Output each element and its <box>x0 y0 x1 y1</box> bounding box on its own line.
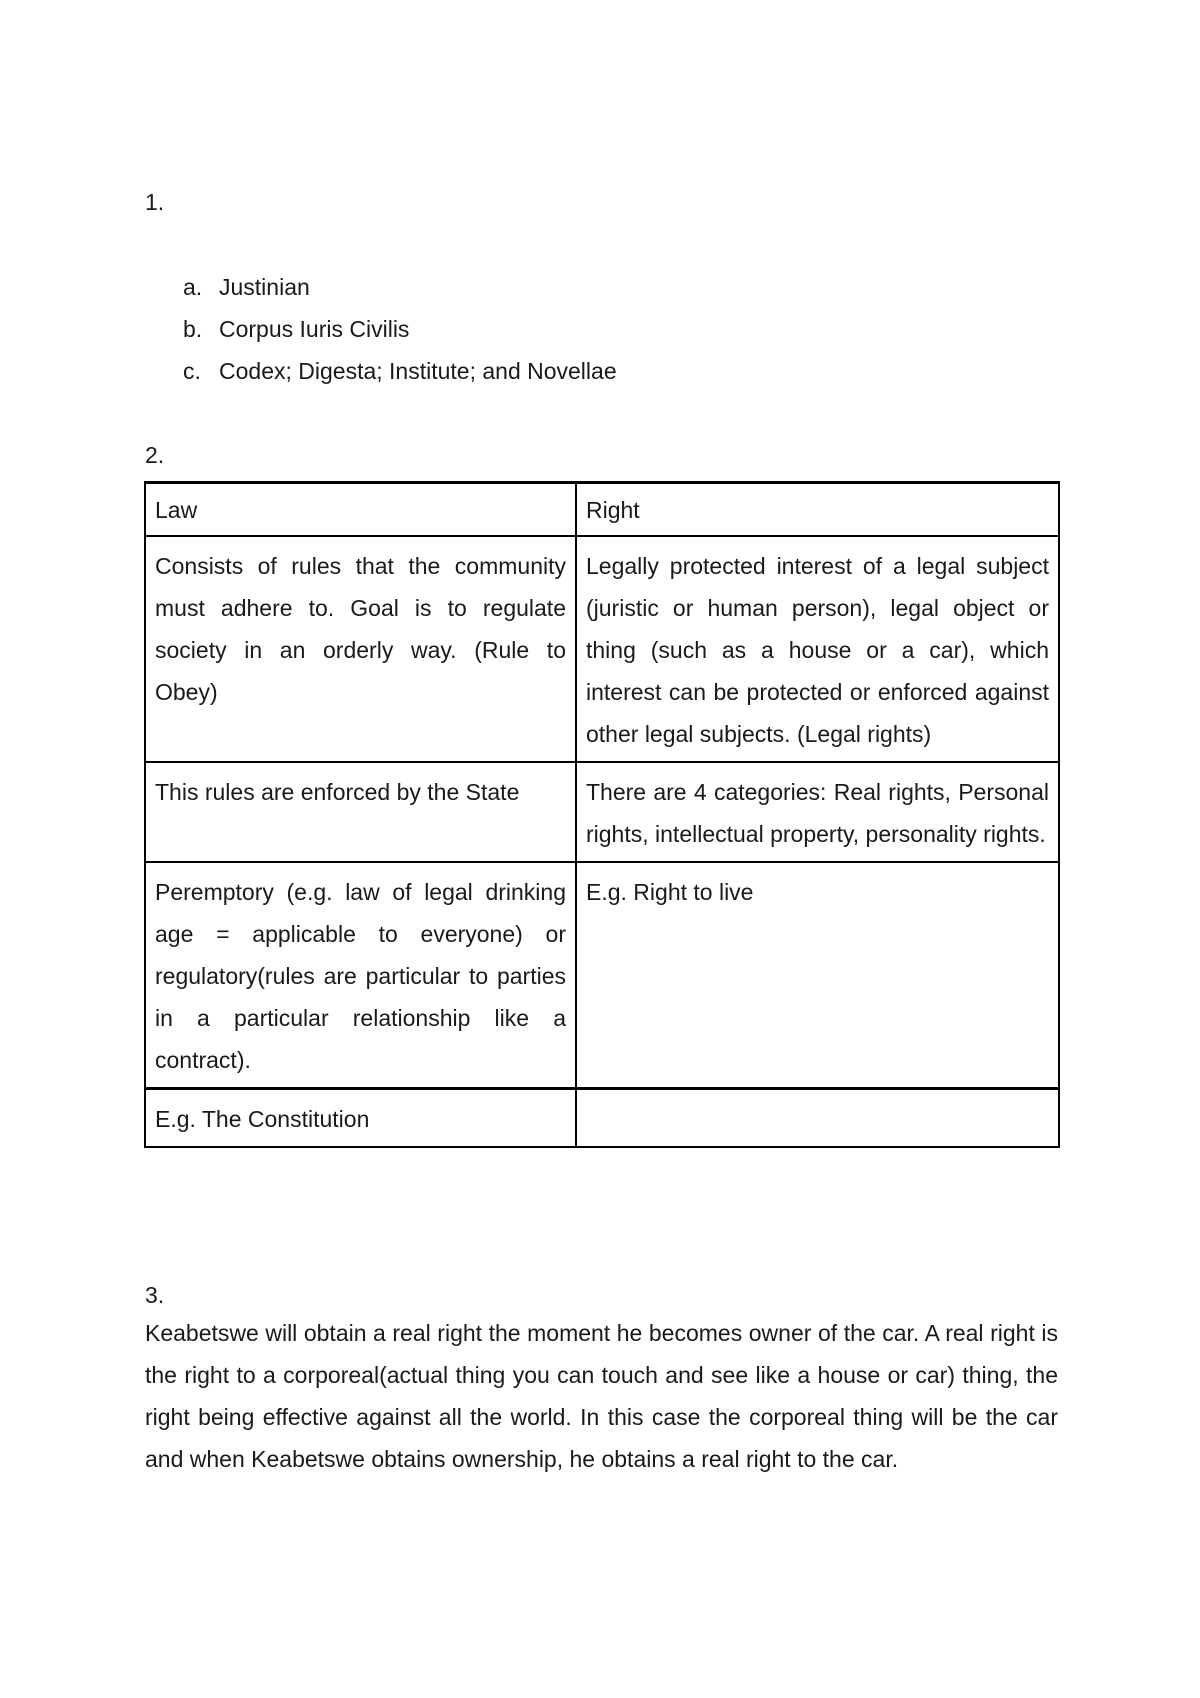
question-1-answer-list <box>183 272 617 398</box>
question-3-answer-paragraph: Keabetswe will obtain a real right the moment he becomes owner of the car. A real right is the right to a corporeal(actual thing you can touch and see like a house or car) thing, the right being effective against all the world. In this case the corporeal thing will be the car and when Keabetswe obtains ownership, he obtains a real right to the car. <box>145 1320 1058 1472</box>
table-header-cell-right: Right <box>576 483 1059 537</box>
table-row <box>145 862 1059 1089</box>
table-header-row <box>145 483 1059 537</box>
table-cell-right: E.g. Right to live <box>576 862 1059 1089</box>
question-1-number: 1. <box>145 189 165 215</box>
table-cell-law: Peremptory (e.g. law of legal drinking age = applicable to everyone) or regulatory(rules are particular to parties in a particular relationship like a contract). <box>145 862 576 1089</box>
question-3-number: 3. <box>145 1282 165 1308</box>
list-item-text: Justinian <box>219 274 310 300</box>
table-row <box>145 762 1059 862</box>
list-item <box>183 356 617 398</box>
law-vs-right-table <box>144 481 1060 1148</box>
table-header-cell-law: Law <box>145 483 576 537</box>
list-item-text: Corpus Iuris Civilis <box>219 316 410 342</box>
table-row <box>145 1089 1059 1148</box>
list-item-letter: b. <box>183 316 203 342</box>
question-2-number: 2. <box>145 442 165 468</box>
list-item <box>183 272 617 314</box>
list-item-letter: c. <box>183 358 201 384</box>
list-item <box>183 314 617 356</box>
list-item-text: Codex; Digesta; Institute; and Novellae <box>219 358 617 384</box>
list-item-letter: a. <box>183 274 203 300</box>
table-cell-right: There are 4 categories: Real rights, Personal rights, intellectual property, personality rights. <box>576 762 1059 862</box>
table-cell-right: Legally protected interest of a legal subject (juristic or human person), legal object or thing (such as a house or a car), which interest can be protected or enforced against other legal subjects. (Legal rights) <box>576 536 1059 762</box>
table-row <box>145 536 1059 762</box>
table-cell-law: This rules are enforced by the State <box>145 762 576 862</box>
table-cell-law: E.g. The Constitution <box>145 1089 576 1148</box>
table-cell-right <box>576 1089 1059 1148</box>
table-cell-law: Consists of rules that the community must adhere to. Goal is to regulate society in an orderly way. (Rule to Obey) <box>145 536 576 762</box>
